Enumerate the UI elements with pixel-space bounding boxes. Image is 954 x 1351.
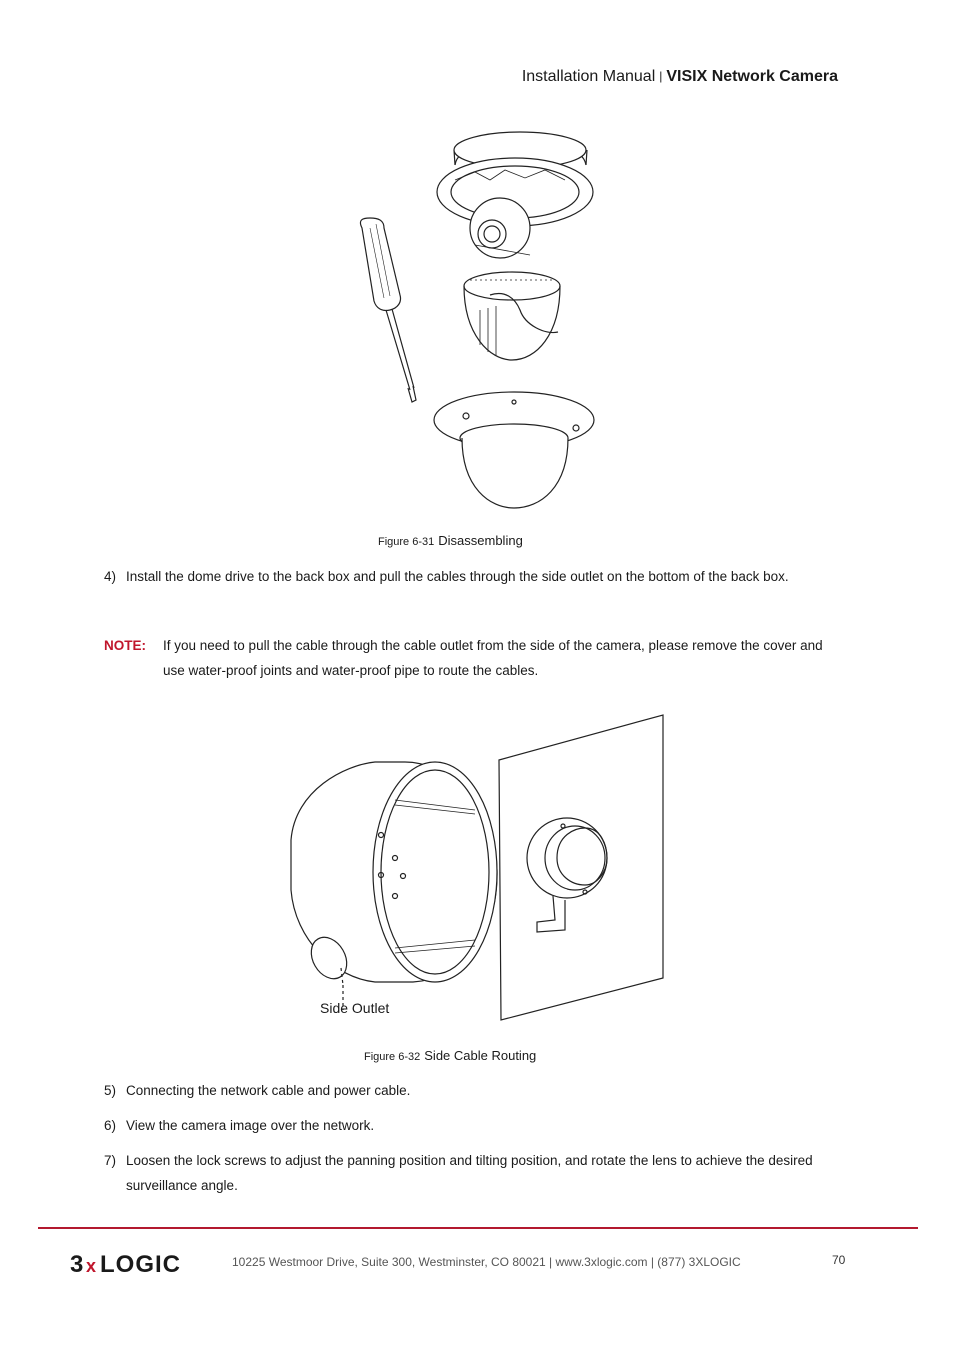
inner-liner	[464, 272, 560, 360]
manual-title: Installation Manual	[521, 68, 656, 85]
step-number: 4)	[104, 569, 117, 584]
screwdriver-icon	[360, 218, 416, 402]
footer-divider	[38, 1227, 918, 1229]
step-text: Connecting the network cable and power cable.	[126, 1083, 411, 1098]
step-6	[104, 1113, 834, 1138]
step-text: Loosen the lock screws to adjust the panning position and tilting position, and rotate the lens to achieve the desired surveillance angle.	[126, 1153, 813, 1193]
figure-caption-6-32	[364, 1048, 536, 1063]
svg-text:x: x	[86, 1256, 97, 1276]
note-text: If you need to pull the cable through the cable outlet from the side of the camera, please remove the cover and use water-proof joints and water-proof pipe to route the cables.	[163, 638, 823, 678]
3xlogic-logo	[70, 1250, 206, 1276]
note-label: NOTE:	[104, 638, 146, 653]
step-4	[104, 564, 834, 589]
note	[104, 633, 834, 683]
side-outlet-callout: Side Outlet	[320, 1000, 390, 1016]
footer-address: 10225 Westmoor Drive, Suite 300, Westminster, CO 80021 | www.3xlogic.com | (877) 3XLOGIC	[232, 1255, 741, 1269]
step-text: Install the dome drive to the back box and pull the cables through the side outlet on the bottom of the back box.	[126, 569, 789, 584]
svg-text:3: 3	[70, 1251, 84, 1276]
disassembling-illustration	[340, 120, 620, 520]
figure-title: Side Cable Routing	[424, 1048, 537, 1063]
figure-title: Disassembling	[438, 533, 523, 548]
figure-caption-6-31	[378, 533, 523, 548]
figure-number: Figure 6-32	[364, 1051, 421, 1063]
back-box	[291, 762, 497, 1010]
step-number: 6)	[104, 1118, 117, 1133]
page-header	[522, 68, 838, 86]
svg-text:LOGIC: LOGIC	[100, 1251, 181, 1276]
figure-number: Figure 6-31	[378, 536, 435, 548]
step-7	[104, 1148, 834, 1198]
dome-cover	[434, 392, 594, 508]
product-title: VISIX Network Camera	[666, 68, 838, 85]
step-text: View the camera image over the network.	[126, 1118, 375, 1133]
header-separator: |	[659, 69, 663, 83]
step-number: 5)	[104, 1083, 117, 1098]
dome-drive	[437, 132, 593, 258]
step-5	[104, 1078, 834, 1103]
page-number: 70	[832, 1253, 846, 1267]
step-number: 7)	[104, 1153, 117, 1168]
side-cable-routing-illustration	[285, 710, 675, 1025]
